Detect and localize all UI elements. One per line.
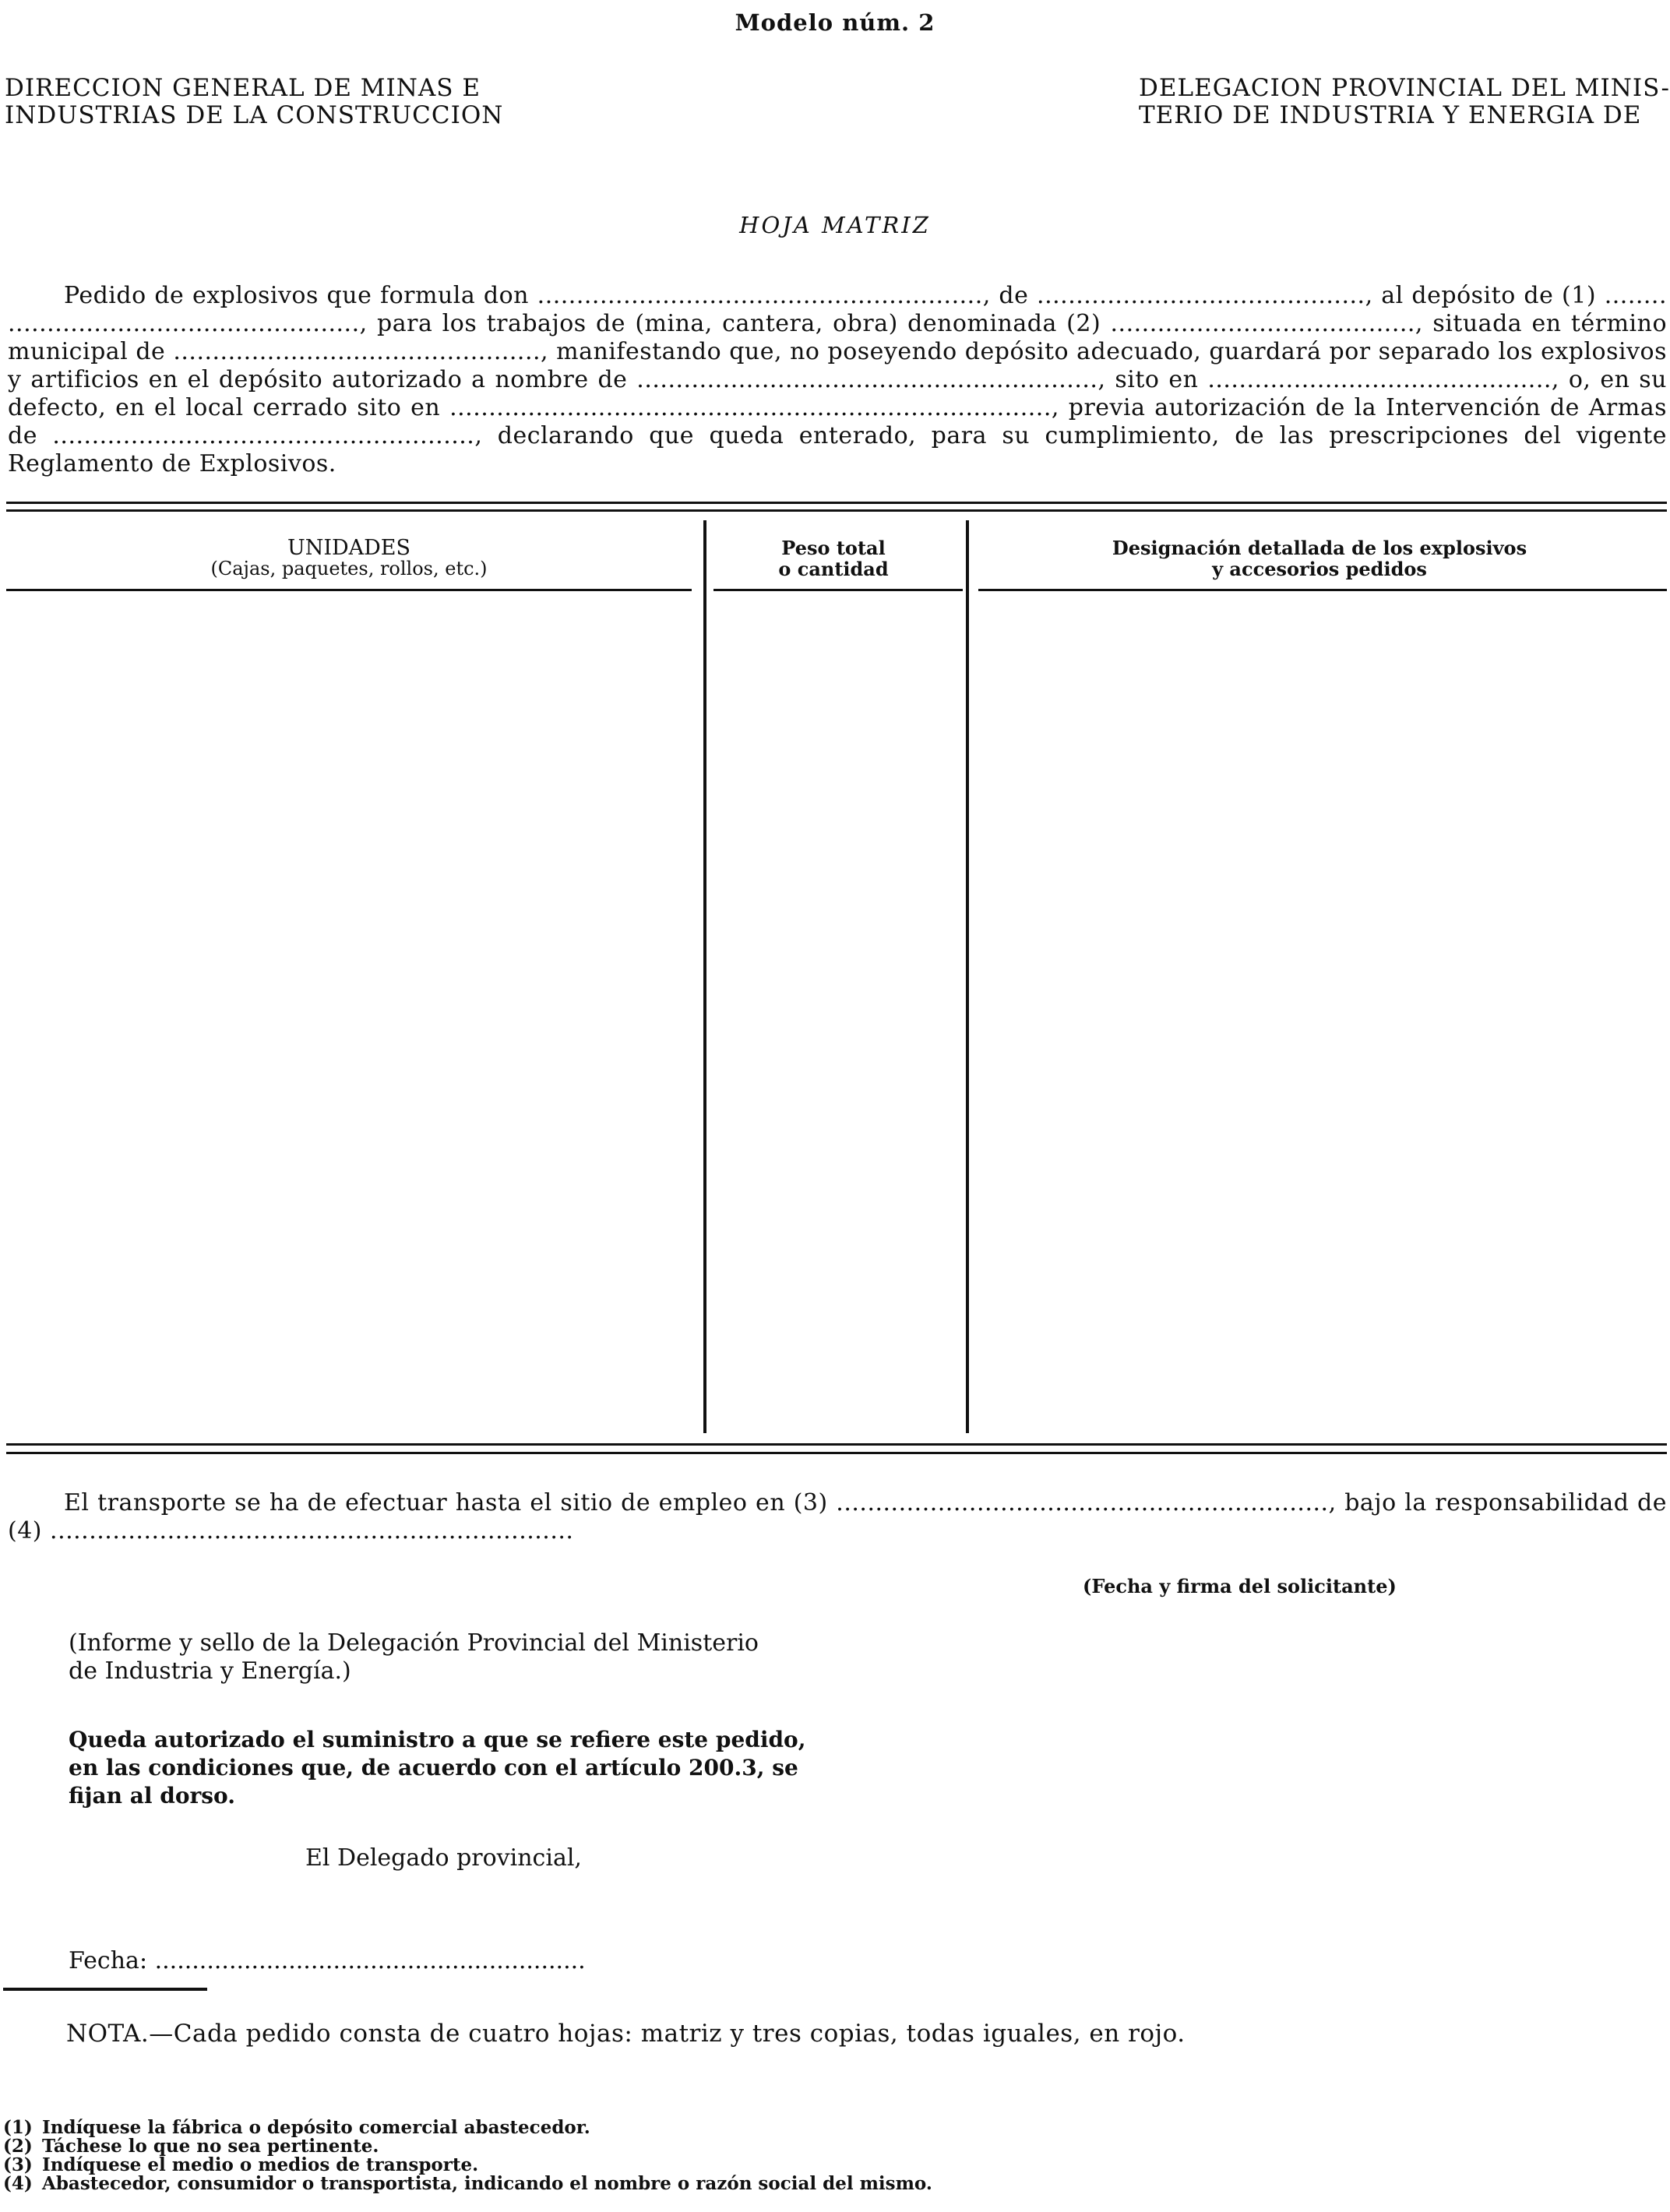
footnote-number: (1) <box>3 2117 33 2138</box>
request-paragraph: Pedido de explosivos que formula don ........................................................., de .........................................., al depósito de (1) ........ ............................................., para los trabajos de (mina, cantera, obra) denominada (2) ......................................., situada en término municipal de ..............................................., manifestando que, no poseyendo depósito adecuado, guardará por separado los explosivos y artificios en el depósito autorizado a nombre de ..........................................................., sito en ............................................, o, en su defecto, en el local cerrado sito en ............................................................................., previa autorización de la Intervención de Armas de ......................................................, declarando que queda enterado, para su cumplimiento, de las prescripciones del vigente Reglamento de Explosivos. <box>8 282 1667 477</box>
authorization-line-3: fijan al dorso. <box>69 1783 235 1809</box>
authorization-block <box>69 1726 840 1810</box>
table-body-designacion <box>972 594 1665 1432</box>
report-line-1: (Informe y sello de la Delegación Provincial del Ministerio <box>69 1629 759 1657</box>
table-body-peso <box>709 594 964 1432</box>
footnote-text: Indíquese el medio o medios de transporte. <box>42 2154 479 2175</box>
column-divider-1 <box>703 520 706 1433</box>
column-unidades-title: UNIDADES <box>287 536 411 560</box>
footnote-separator <box>3 1988 207 1991</box>
footnote-number: (3) <box>3 2154 33 2175</box>
column-designacion-subtitle: y accesorios pedidos <box>1212 558 1427 580</box>
column-header-unidades <box>6 537 692 579</box>
table-top-rule-2 <box>6 509 1667 512</box>
issuer-block <box>5 75 503 129</box>
footnote-number: (2) <box>3 2136 33 2157</box>
footnote-item <box>3 2137 932 2156</box>
footnote-text: Abastecedor, consumidor o transportista, indicando el nombre o razón social del mismo. <box>42 2173 932 2194</box>
table-bottom-rule-1 <box>6 1443 1667 1446</box>
delegate-signature-label: El Delegado provincial, <box>305 1844 582 1872</box>
note-text: NOTA.—Cada pedido consta de cuatro hojas: matriz y tres copias, todas iguales, en rojo. <box>66 2020 1186 2048</box>
authorization-line-1: Queda autorizado el suministro a que se refiere este pedido, <box>69 1727 806 1752</box>
header-underline-1 <box>6 589 692 591</box>
column-peso-title: Peso total <box>781 537 886 559</box>
authorization-line-2: en las condiciones que, de acuerdo con el artículo 200.3, se <box>69 1755 798 1781</box>
delegation-line-1: DELEGACION PROVINCIAL DEL MINIS- <box>1139 74 1670 102</box>
form-model-number: Modelo núm. 2 <box>735 9 935 36</box>
footnote-item <box>3 2175 932 2193</box>
transport-paragraph: El transporte se ha de efectuar hasta el sitio de empleo en (3) ..............................................................., bajo la responsabilidad de (4) ................................................................... <box>8 1489 1667 1545</box>
applicant-signature-label: (Fecha y firma del solicitante) <box>1083 1575 1397 1597</box>
report-block <box>69 1629 840 1685</box>
table-bottom-rule-2 <box>6 1452 1667 1454</box>
table-body-unidades <box>6 594 703 1432</box>
column-divider-2 <box>966 520 969 1433</box>
footnote-number: (4) <box>3 2173 33 2194</box>
footnote-item <box>3 2156 932 2175</box>
delegation-line-2: TERIO DE INDUSTRIA Y ENERGIA DE <box>1139 101 1642 129</box>
footnote-item <box>3 2119 932 2137</box>
issuer-line-1: DIRECCION GENERAL DE MINAS E <box>5 74 481 102</box>
report-line-2: de Industria y Energía.) <box>69 1657 351 1685</box>
column-peso-subtitle: o cantidad <box>778 558 889 580</box>
delegation-block <box>1139 75 1670 129</box>
column-designacion-title: Designación detallada de los explosivos <box>1112 537 1527 559</box>
date-line: Fecha: .......................................................... <box>69 1947 586 1974</box>
issuer-line-2: INDUSTRIAS DE LA CONSTRUCCION <box>5 101 504 129</box>
footnote-text: Indíquese la fábrica o depósito comercial abastecedor. <box>42 2117 590 2138</box>
footnote-text: Táchese lo que no sea pertinente. <box>42 2136 379 2157</box>
table-top-rule-1 <box>6 502 1667 504</box>
column-header-peso <box>709 537 958 579</box>
footnote-list <box>3 2119 932 2193</box>
header-underline-3 <box>978 589 1667 591</box>
column-header-designacion <box>977 537 1662 579</box>
header-underline-2 <box>713 589 963 591</box>
column-unidades-subtitle: (Cajas, paquetes, rollos, etc.) <box>210 558 488 579</box>
document-title: HOJA MATRIZ <box>739 212 931 238</box>
